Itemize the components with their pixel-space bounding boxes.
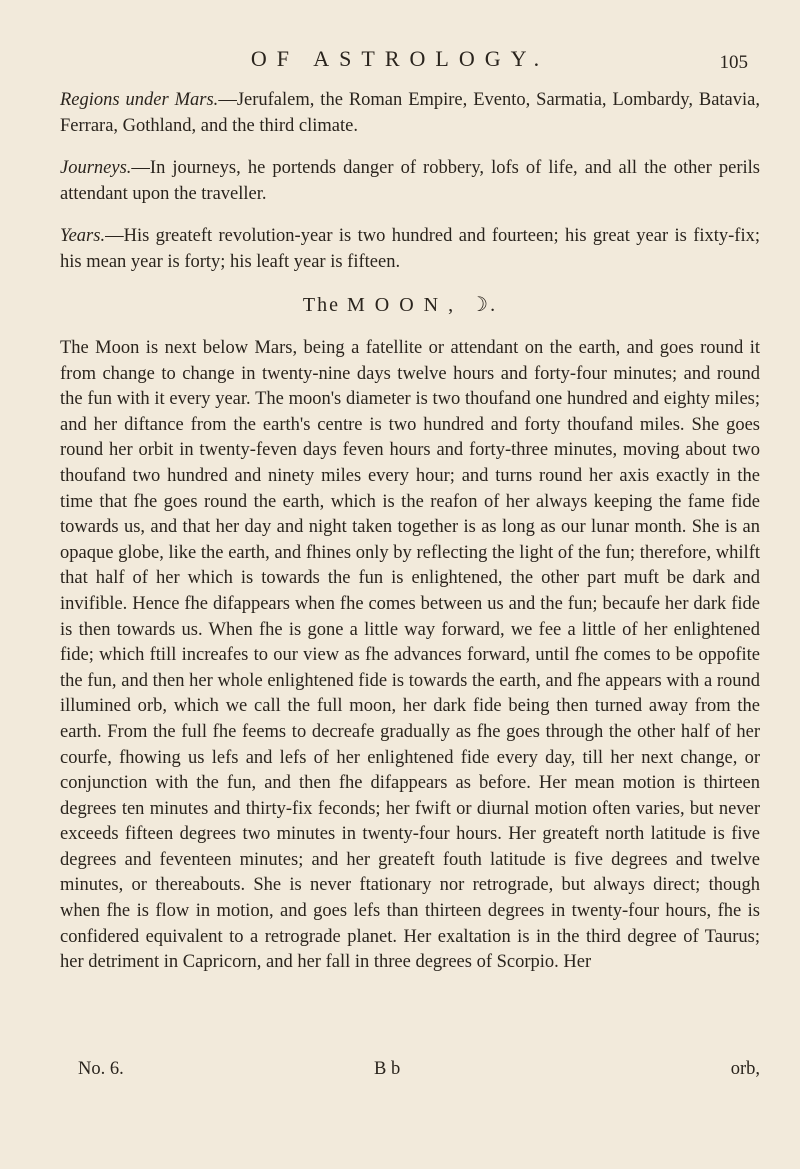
regions-paragraph <box>60 88 760 139</box>
years-text: —His greateft revolution-year is two hundred and fourteen; his great year is fixty-fix; his mean year is forty; his leaft year is fifteen. <box>60 226 760 272</box>
journeys-label: Journeys. <box>60 158 132 179</box>
years-paragraph <box>60 224 760 275</box>
journeys-paragraph <box>60 156 760 207</box>
regions-text: —Jerufalem, the Roman Empire, Evento, Sarmatia, Lombardy, Batavia, Ferrara, Gothland, and the third climate. <box>60 90 760 136</box>
journeys-text: —In journeys, he portends danger of robbery, lofs of life, and all the other perils attendant upon the traveller. <box>60 158 760 204</box>
moon-heading <box>0 292 800 317</box>
moon-symbol: ☽. <box>470 294 498 316</box>
years-label: Years. <box>60 226 106 247</box>
moon-heading-name: MOON, <box>347 294 464 316</box>
moon-section <box>60 336 760 976</box>
moon-heading-prefix: The <box>302 294 341 316</box>
signature-mark: B b <box>374 1059 401 1079</box>
page-number: 105 <box>719 52 748 73</box>
moon-body-paragraph: The Moon is next below Mars, being a fatellite or attendant on the earth, and goes round it from change to change in twenty-nine days twelve hours and forty-four minutes; and round the fun with it every year. The moon's diameter is two thoufand one hundred and eighty miles; and her diftance from the earth's centre is two hundred and forty thoufand miles. She goes round her orbit in twenty-feven days feven hours and forty-three minutes, moving about two thoufand two hundred and ninety miles every hour; and turns round her axis exactly in the time that fhe goes round the earth, which is the reafon of her always keeping the fame fide towards us, and that her day and night taken together is as long as our lunar month. She is an opaque globe, like the earth, and fhines only by reflecting the light of the fun; therefore, whilft that half of her which is towards the fun is enlightened, the other part muft be dark and invifible. Hence fhe difappears when fhe comes between us and the fun; becaufe her dark fide is then towards us. When fhe is gone a little way forward, we fee a little of her enlightened fide; which ftill increafes to our view as fhe advances forward, until fhe comes to be oppofite the fun, and then her whole enlightened fide is towards the earth, and fhe appears with a round illumined orb, which we call the full moon, her dark fide being then turned away from the earth. From the full fhe feems to decreafe gradually as fhe goes through the other half of her courfe, fhowing us lefs and lefs of her enlightened fide every day, till her next change, or conjunction with the fun, and then fhe difappears as before. Her mean motion is thirteen degrees ten minutes and thirty-fix feconds; her fwift or diurnal motion often varies, but never exceeds fifteen degrees two minutes in twenty-four hours. Her greateft north latitude is five degrees and feventeen minutes; and her greateft fouth latitude is five degrees and twelve minutes, or thereabouts. She is never ftationary nor retrograde, but always direct; though when fhe is flow in motion, and goes lefs than thirteen degrees in twenty-four hours, fhe is confidered equivalent to a retrograde planet. Her exaltation is in the third degree of Taurus; her detriment in Capricorn, and her fall in three degrees of Scorpio. Her <box>60 338 760 973</box>
running-head <box>0 44 800 80</box>
catchword: orb, <box>730 1059 760 1079</box>
catchline <box>60 1059 760 1085</box>
regions-label: Regions under Mars. <box>60 90 219 110</box>
number-label: No. 6. <box>78 1059 124 1079</box>
mars-section <box>60 88 760 276</box>
running-title: OF ASTROLOGY. <box>250 46 550 71</box>
